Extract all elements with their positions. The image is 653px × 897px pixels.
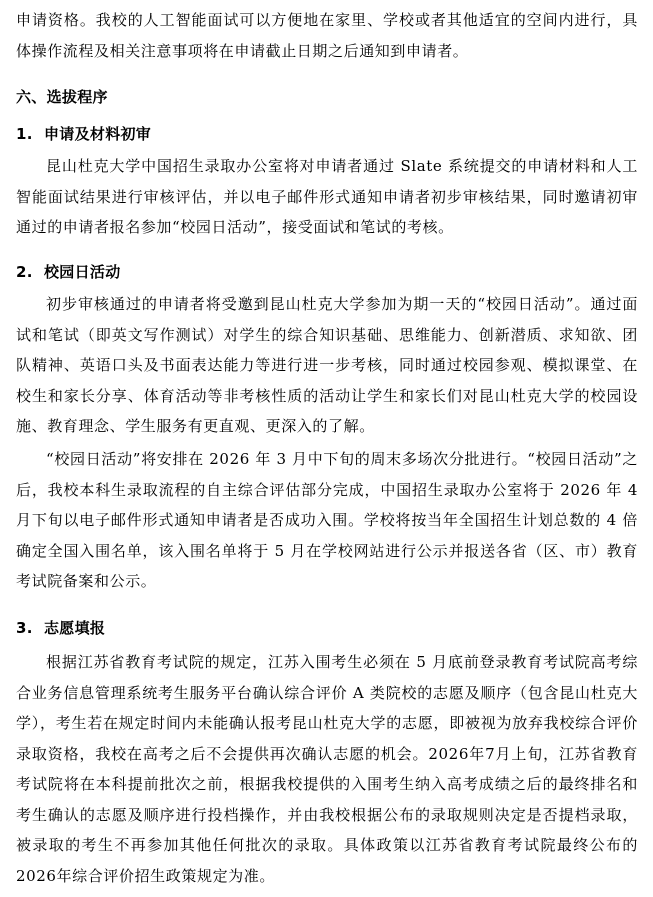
subsection-2-paragraph-1: 初步审核通过的申请者将受邀到昆山杜克大学参加为期一天的“校园日活动”。通过面试和笔试（即英文写作测试）对学生的综合知识基础、思维能力、创新潜质、求知欲、团队精神、英语口头及书面表达能力等进行进一步考核，同时通过校园参观、模拟课堂、在校生和家长分享、体育活动等非考核性质的活动让学生和家长们对昆山杜克大学的校园设施、教育理念、学生服务有更直观、更深入的了解。: [16, 295, 638, 435]
subsection-heading-3: [16, 618, 105, 638]
subsection-heading-2: [16, 262, 121, 282]
subsection-number: 1.: [16, 125, 33, 143]
subsection-title: 申请及材料初审: [44, 125, 152, 143]
subsection-number: 2.: [16, 263, 33, 281]
subsection-3-paragraph: 根据江苏省教育考试院的规定，江苏入围考生必须在 5 月底前登录教育考试院高考综合业务信息管理系统考生服务平台确认综合评价 A 类院校的志愿及顺序（包含昆山杜克大学），考生若在规定时间内未能确认报考昆山杜克大学的志愿，即被视为放弃我校综合评价录取资格，我校在高考之后不会提供再次确认志愿的机会。2026年7月上旬，江苏省教育考试院将在本科提前批次之前，根据我校提供的入围考生纳入高考成绩之后的最终排名和考生确认的志愿及顺序进行投档操作，并由我校根据公布的录取规则决定是否提档录取，被录取的考生不再参加其他任何批次的录取。具体政策以江苏省教育考试院最终公布的2026年综合评价招生政策规定为准。: [16, 653, 638, 885]
intro-paragraph: 申请资格。我校的人工智能面试可以方便地在家里、学校或者其他适宜的空间内进行，具体操作流程及相关注意事项将在申请截止日期之后通知到申请者。: [16, 11, 638, 60]
subsection-heading-1: [16, 124, 151, 144]
subsection-1-paragraph: 昆山杜克大学中国招生录取办公室将对申请者通过 Slate 系统提交的申请材料和人工智能面试结果进行审核评估，并以电子邮件形式通知申请者初步审核结果，同时邀请初审通过的申请者报名参加“校园日活动”，接受面试和笔试的考核。: [16, 157, 638, 236]
subsection-number: 3.: [16, 619, 33, 637]
subsection-title: 校园日活动: [44, 263, 121, 281]
subsection-title: 志愿填报: [44, 619, 106, 637]
subsection-2-paragraph-2: “校园日活动”将安排在 2026 年 3 月中下旬的周末多场次分批进行。“校园日活动”之后，我校本科生录取流程的自主综合评估部分完成，中国招生录取办公室将于 2026 年 4 月下旬以电子邮件形式通知申请者是否成功入围。学校将按当年全国招生计划总数的 4 倍确定全国入围名单，该入围名单将于 5 月在学校网站进行公示并报送各省（区、市）教育考试院备案和公示。: [16, 450, 638, 590]
section-heading: 六、选拔程序: [16, 88, 108, 106]
